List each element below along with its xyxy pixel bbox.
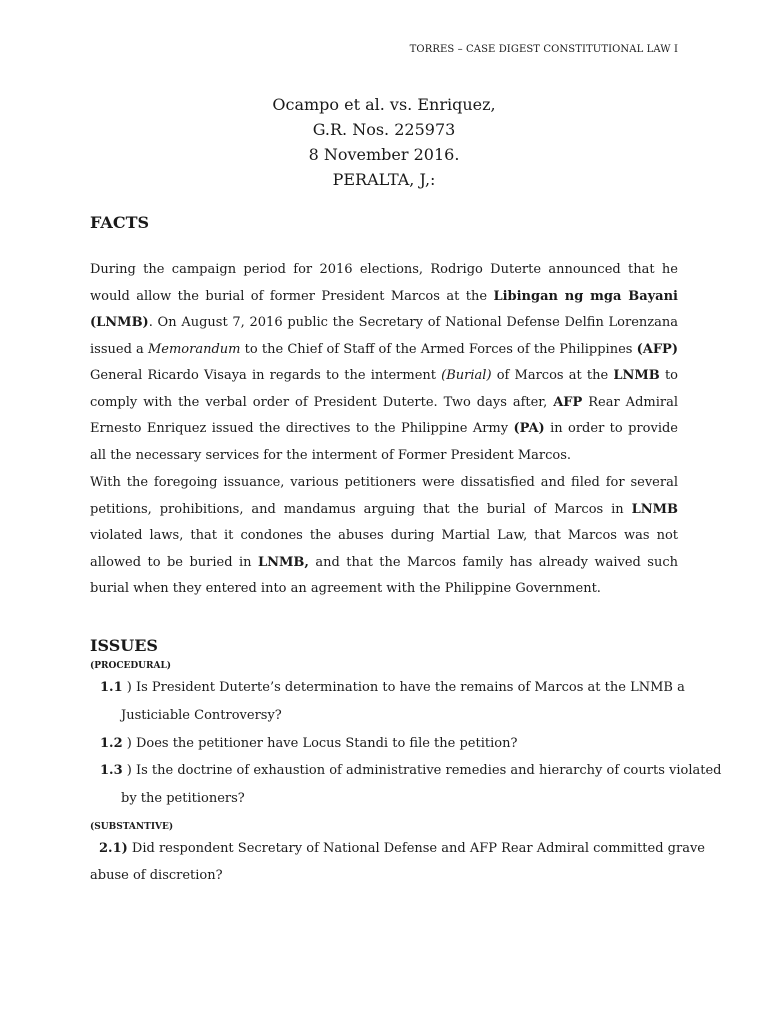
bold-run: AFP [553, 394, 583, 410]
issue-number: 1.3 [100, 763, 123, 778]
issues-heading: ISSUES [90, 636, 158, 655]
bold-run: (PA) [513, 421, 545, 436]
text-run: to comply with the verbal order of President Duterte. Two days after, [90, 368, 678, 410]
issue-text: ) Is the doctrine of exhaustion of administrative remedies and hierarchy of courts violated [122, 763, 722, 778]
issue-1-3 [100, 757, 721, 785]
bold-run: LNMB [613, 368, 660, 383]
case-title-block [0, 92, 768, 192]
text-run: violated laws, that it condones the abuses during Martial Law, that Marcos was not allowed to be buried in [90, 528, 678, 570]
italic-run: Memorandum [147, 341, 241, 357]
bold-run: LNMB [631, 501, 678, 517]
facts-heading: FACTS [90, 213, 150, 232]
procedural-label: (PROCEDURAL) [90, 661, 172, 671]
facts-paragraph-1 [90, 257, 678, 469]
issue-1-3-cont: by the petitioners? [121, 791, 245, 806]
text-run: and that the Marcos family has already waived such burial when they entered into an agreement with the Philippine Government. [90, 554, 678, 596]
facts-paragraph-2 [90, 470, 678, 603]
case-title: Ocampo et al. vs. Enriquez, [272, 95, 496, 114]
bold-run: Libingan ng mga Bayani (LNMB) [90, 288, 678, 330]
case-date: 8 November 2016. [308, 145, 460, 164]
bold-run: (AFP) [636, 341, 678, 357]
case-gr-number: G.R. Nos. 225973 [312, 120, 456, 139]
issue-text: Did respondent Secretary of National Defense and AFP Rear Admiral committed grave [127, 841, 705, 856]
bold-run: LNMB, [257, 554, 309, 570]
text-run: During the campaign period for 2016 elections, Rodrigo Duterte announced that he would allow the burial of former President Marcos at the [90, 262, 678, 304]
italic-run: (Burial) [441, 368, 492, 383]
issue-2-1-cont: abuse of discretion? [90, 868, 223, 883]
issue-1-1 [100, 674, 685, 702]
issue-number: 2.1) [99, 841, 128, 856]
issue-1-1-cont: Justiciable Controversy? [121, 708, 282, 723]
issue-text: ) Is President Duterte’s determination to have the remains of Marcos at the LNMB a [122, 680, 685, 695]
substantive-label: (SUBSTANTIVE) [90, 822, 174, 832]
text-run: of Marcos at the [491, 368, 614, 383]
issue-number: 1.2 [100, 736, 123, 751]
issue-1-2 [100, 730, 517, 758]
text-run: in order to provide all the necessary services for the interment of Former President Marcos. [90, 421, 678, 463]
text-run: General Ricardo Visaya in regards to the interment [90, 368, 442, 383]
issue-number: 1.1 [100, 680, 123, 695]
issue-2-1 [99, 835, 705, 863]
running-header: TORRES – CASE DIGEST CONSTITUTIONAL LAW I [409, 44, 678, 55]
text-run: Rear Admiral Ernesto Enriquez issued the directives to the Philippine Army [90, 394, 678, 436]
text-run: . On August 7, 2016 public the Secretary of National Defense Delfin Lorenzana issued a [90, 315, 678, 357]
issue-text: ) Does the petitioner have Locus Standi to file the petition? [122, 736, 518, 751]
text-run: With the foregoing issuance, various petitioners were dissatisfied and filed for several petitions, prohibitions, and mandamus arguing that the burial of Marcos in [90, 475, 678, 517]
case-ponente: PERALTA, J,: [332, 170, 436, 189]
text-run: to the Chief of Staff of the Armed Forces of the Philippines [240, 341, 637, 357]
